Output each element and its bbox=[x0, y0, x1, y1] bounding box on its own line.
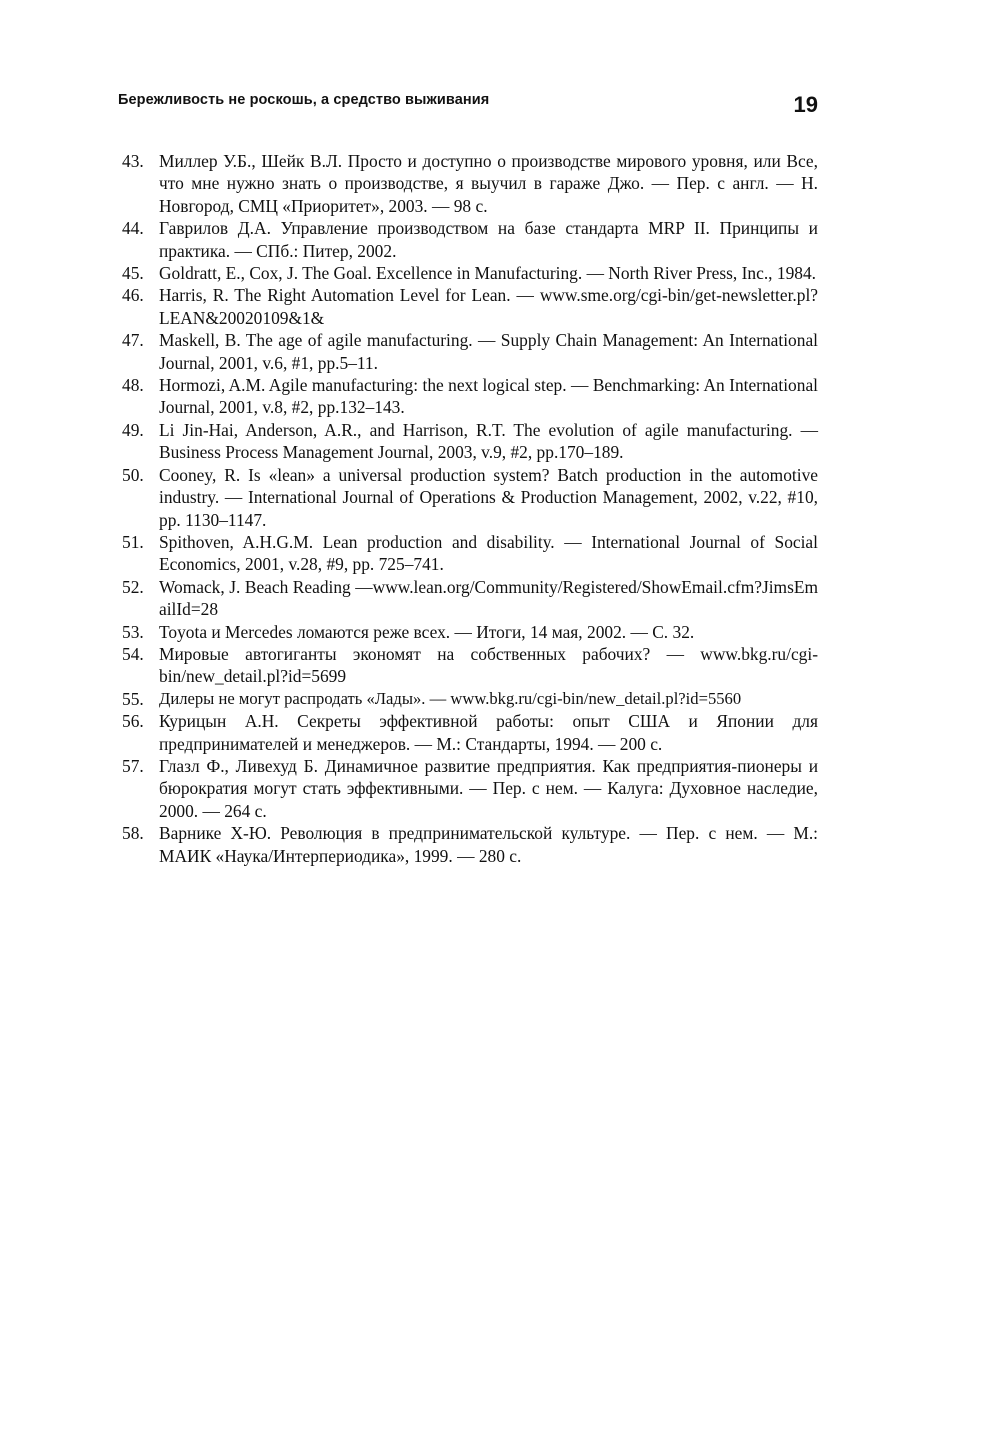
reference-number: 50. bbox=[122, 464, 144, 485]
reference-item-57 bbox=[122, 755, 818, 822]
reference-item-55 bbox=[122, 688, 818, 710]
reference-item-56 bbox=[122, 710, 818, 755]
reference-item-45 bbox=[122, 262, 818, 284]
reference-text: Глазл Ф., Ливехуд Б. Динамичное развитие предприятия. Как предприятия-пионеры и бюрократия могут стать эффективными. — Пер. с нем. — Калуга: Духовное наследие, 2000. — 264 с. bbox=[159, 755, 818, 821]
reference-number: 43. bbox=[122, 151, 144, 171]
reference-number: 54. bbox=[122, 643, 144, 664]
reference-item-52 bbox=[122, 576, 818, 621]
reference-item-47 bbox=[122, 329, 818, 374]
reference-text: Миллер У.Б., Шейк В.Л. Просто и доступно о производстве мирового уровня, или Все, что мне нужно знать о производстве, я выучил в гараже Джо. — Пер. с англ. — Н. Новгород, СМЦ «Приоритет», 2003. — 98 с. bbox=[159, 151, 818, 216]
reference-item-58 bbox=[122, 822, 818, 867]
reference-number: 56. bbox=[122, 711, 144, 732]
reference-number: 58. bbox=[122, 823, 144, 844]
reference-number: 53. bbox=[122, 621, 144, 642]
reference-text: Дилеры не могут распродать «Лады». — www.bkg.ru/cgi-bin/new_detail.pl?id=5560 bbox=[159, 688, 742, 708]
reference-text: Harris, R. The Right Automation Level for Lean. — www.sme.org/cgi-bin/get-newsletter.pl?LEAN&20020109&1& bbox=[159, 285, 818, 328]
page-number: 19 bbox=[793, 92, 818, 117]
running-title: Бережливость не роскошь, а средство выживания bbox=[118, 92, 490, 108]
reference-number: 55. bbox=[122, 688, 144, 709]
reference-text: Варнике Х-Ю. Революция в предпринимательской культуре. — Пер. с нем. — М.: МАИК «Наука/Интерпериодика», 1999. — 280 с. bbox=[159, 823, 818, 866]
reference-text: Goldratt, E., Cox, J. The Goal. Excellence in Manufacturing. — North River Press, Inc., 1984. bbox=[159, 263, 816, 284]
reference-number: 48. bbox=[122, 375, 144, 396]
reference-text: Spithoven, A.H.G.M. Lean production and disability. — International Journal of Social Economics, 2001, v.28, #9, pp. 725–741. bbox=[159, 531, 818, 575]
reference-number: 52. bbox=[122, 576, 144, 597]
reference-number: 51. bbox=[122, 531, 144, 552]
reference-item-48 bbox=[122, 374, 818, 419]
reference-number: 45. bbox=[122, 263, 144, 284]
reference-number: 49. bbox=[122, 419, 144, 440]
reference-text: Womack, J. Beach Reading —www.lean.org/Community/Registered/ShowEmail.cfm?JimsEmailId=28 bbox=[159, 576, 818, 620]
reference-item-53 bbox=[122, 621, 818, 643]
reference-list bbox=[122, 150, 818, 867]
reference-text: Hormozi, A.M. Agile manufacturing: the next logical step. — Benchmarking: An International Journal, 2001, v.8, #2, pp.132–143. bbox=[159, 375, 818, 418]
reference-item-46 bbox=[122, 284, 818, 329]
reference-text: Гаврилов Д.А. Управление производством на базе стандарта MRP II. Принципы и практика. — СПб.: Питер, 2002. bbox=[159, 218, 818, 261]
reference-item-43 bbox=[122, 150, 818, 217]
reference-number: 46. bbox=[122, 285, 144, 306]
reference-number: 47. bbox=[122, 330, 144, 351]
reference-text: Toyota и Mercedes ломаются реже всех. — Итоги, 14 мая, 2002. — С. 32. bbox=[159, 621, 695, 642]
reference-item-44 bbox=[122, 217, 818, 262]
reference-text: Cooney, R. Is «lean» a universal production system? Batch production in the automotive industry. — International Journal of Operations & Production Management, 2002, v.22, #10, pp. 1130–1147. bbox=[159, 464, 818, 530]
reference-text: Maskell, B. The age of agile manufacturing. — Supply Chain Management: An International Journal, 2001, v.6, #1, pp.5–11. bbox=[159, 330, 818, 373]
reference-text: Курицын А.Н. Секреты эффективной работы: опыт США и Японии для предпринимателей и менеджеров. — М.: Стандарты, 1994. — 200 с. bbox=[159, 711, 818, 754]
reference-item-51 bbox=[122, 531, 818, 576]
reference-item-49 bbox=[122, 419, 818, 464]
reference-item-50 bbox=[122, 464, 818, 531]
reference-text: Li Jin-Hai, Anderson, A.R., and Harrison, R.T. The evolution of agile manufacturing. — Business Process Management Journal, 2003, v.9, #2, pp.170–189. bbox=[159, 419, 818, 463]
reference-number: 44. bbox=[122, 218, 144, 239]
reference-item-54 bbox=[122, 643, 818, 688]
reference-text: Мировые автогиганты экономят на собственных рабочих? — www.bkg.ru/cgi-bin/new_detail.pl?id=5699 bbox=[159, 643, 818, 687]
reference-number: 57. bbox=[122, 755, 144, 776]
